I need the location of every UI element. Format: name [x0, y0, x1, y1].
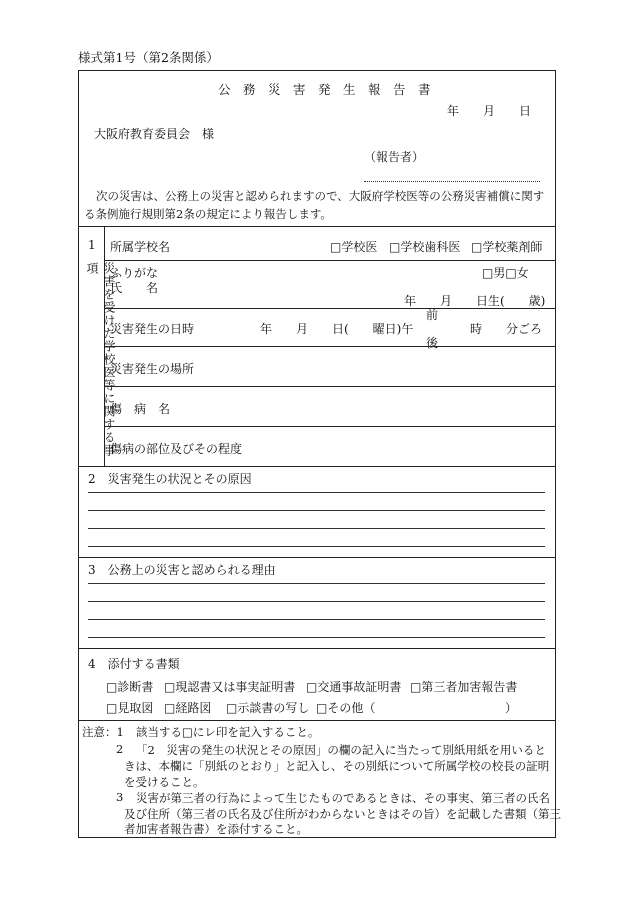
attach-sketch[interactable]: □見取図 [106, 701, 154, 715]
injury-label: 傷 病 名 [110, 402, 171, 416]
role-school-doctor[interactable]: □学校医 [330, 240, 378, 254]
occurred-datetime-label: 災害発生の日時 [110, 322, 195, 336]
divider [104, 386, 555, 387]
divider [104, 346, 555, 347]
intro-text-line1: 次の災害は、公務上の災害と認められますので、大阪府学校医等の公務災害補償に関す [96, 189, 545, 203]
note-3-line1: 災害が第三者の行為によって生じたものであるときは、その事実、第三者の氏名 [136, 791, 550, 805]
attach-third-party-report[interactable]: □第三者加害報告書 [410, 680, 518, 694]
attach-other-close: ） [505, 701, 518, 715]
write-line[interactable] [88, 528, 545, 529]
sex-options[interactable]: □男□女 [482, 266, 529, 280]
note-3-number: 3 [116, 790, 124, 804]
note-2-line3: を受けること。 [124, 775, 205, 789]
divider [78, 466, 555, 467]
furigana-label: ふりがな [110, 266, 159, 280]
section3-title: 3 公務上の災害と認められる理由 [88, 563, 276, 577]
name-label: 氏 名 [110, 281, 159, 295]
note-2-line2: きは、本欄に「別紙のとおり」と記入し、その別紙について所属学校の校長の証明 [124, 759, 550, 773]
write-line[interactable] [88, 546, 545, 547]
note-3-line2: 及び住所（第三者の氏名及び住所がわからないときはその旨）を記載した書類（第三 [124, 807, 561, 821]
notes-label: 注意：1 [82, 725, 124, 739]
attach-fact-certificate[interactable]: □現認書又は事実証明書 [164, 680, 296, 694]
attach-other[interactable]: □その他（ [316, 701, 376, 715]
write-line[interactable] [88, 619, 545, 620]
section4-title: 4 添付する書類 [88, 657, 180, 671]
divider [78, 648, 555, 649]
intro-text-line2: る条例施行規則第2条の規定により報告します。 [84, 207, 332, 221]
write-line[interactable] [88, 510, 545, 511]
write-line[interactable] [88, 637, 545, 638]
attach-settlement-copy[interactable]: □示談書の写し [226, 701, 310, 715]
attach-traffic-accident-certificate[interactable]: □交通事故証明書 [306, 680, 402, 694]
write-line[interactable] [88, 583, 545, 584]
injury-part-label: 傷病の部位及びその程度 [110, 442, 243, 456]
school-label: 所属学校名 [110, 240, 171, 254]
note-2-line1: 「2 災害の発生の状況とその原因」の欄の記入に当たって別紙用紙を用いると [136, 743, 546, 757]
report-date: 年 月 日 [447, 104, 532, 118]
occurred-time: 時 分ごろ [470, 322, 543, 336]
divider [78, 720, 555, 721]
section2-title: 2 災害発生の状況とその原因 [88, 472, 252, 486]
section1-number: 1 [88, 238, 96, 252]
note-2-number: 2 [116, 742, 124, 756]
divider [104, 426, 555, 427]
divider [78, 226, 555, 227]
addressee: 大阪府教育委員会 様 [94, 127, 215, 141]
am-label: 前 [426, 308, 439, 322]
divider [104, 308, 555, 309]
divider [104, 260, 555, 261]
birth-date: 年 月 日生( 歳) [404, 294, 546, 308]
occurred-date: 年 月 日( 曜日)午 [260, 322, 414, 336]
note-1: 該当する□にレ印を記入すること。 [136, 725, 320, 739]
place-label: 災害発生の場所 [110, 362, 195, 376]
reporter-label: （報告者） [364, 150, 425, 164]
write-line[interactable] [88, 492, 545, 493]
attach-route-map[interactable]: □経路図 [164, 701, 212, 715]
form-id: 様式第1号（第2条関係） [78, 50, 219, 65]
reporter-signature-line[interactable] [364, 181, 540, 182]
write-line[interactable] [88, 601, 545, 602]
note-3-line3: 者加害者報告書）を添付すること。 [124, 822, 308, 836]
section1-vertical-label: 災害を受けた学校医等に関する事項 [85, 262, 116, 457]
divider [78, 557, 555, 558]
pm-label: 後 [426, 336, 439, 350]
role-school-pharmacist[interactable]: □学校薬剤師 [471, 240, 543, 254]
form-title: 公 務 災 害 発 生 報 告 書 [218, 82, 431, 97]
attach-diagnosis[interactable]: □診断書 [106, 680, 154, 694]
role-school-dentist[interactable]: □学校歯科医 [389, 240, 461, 254]
